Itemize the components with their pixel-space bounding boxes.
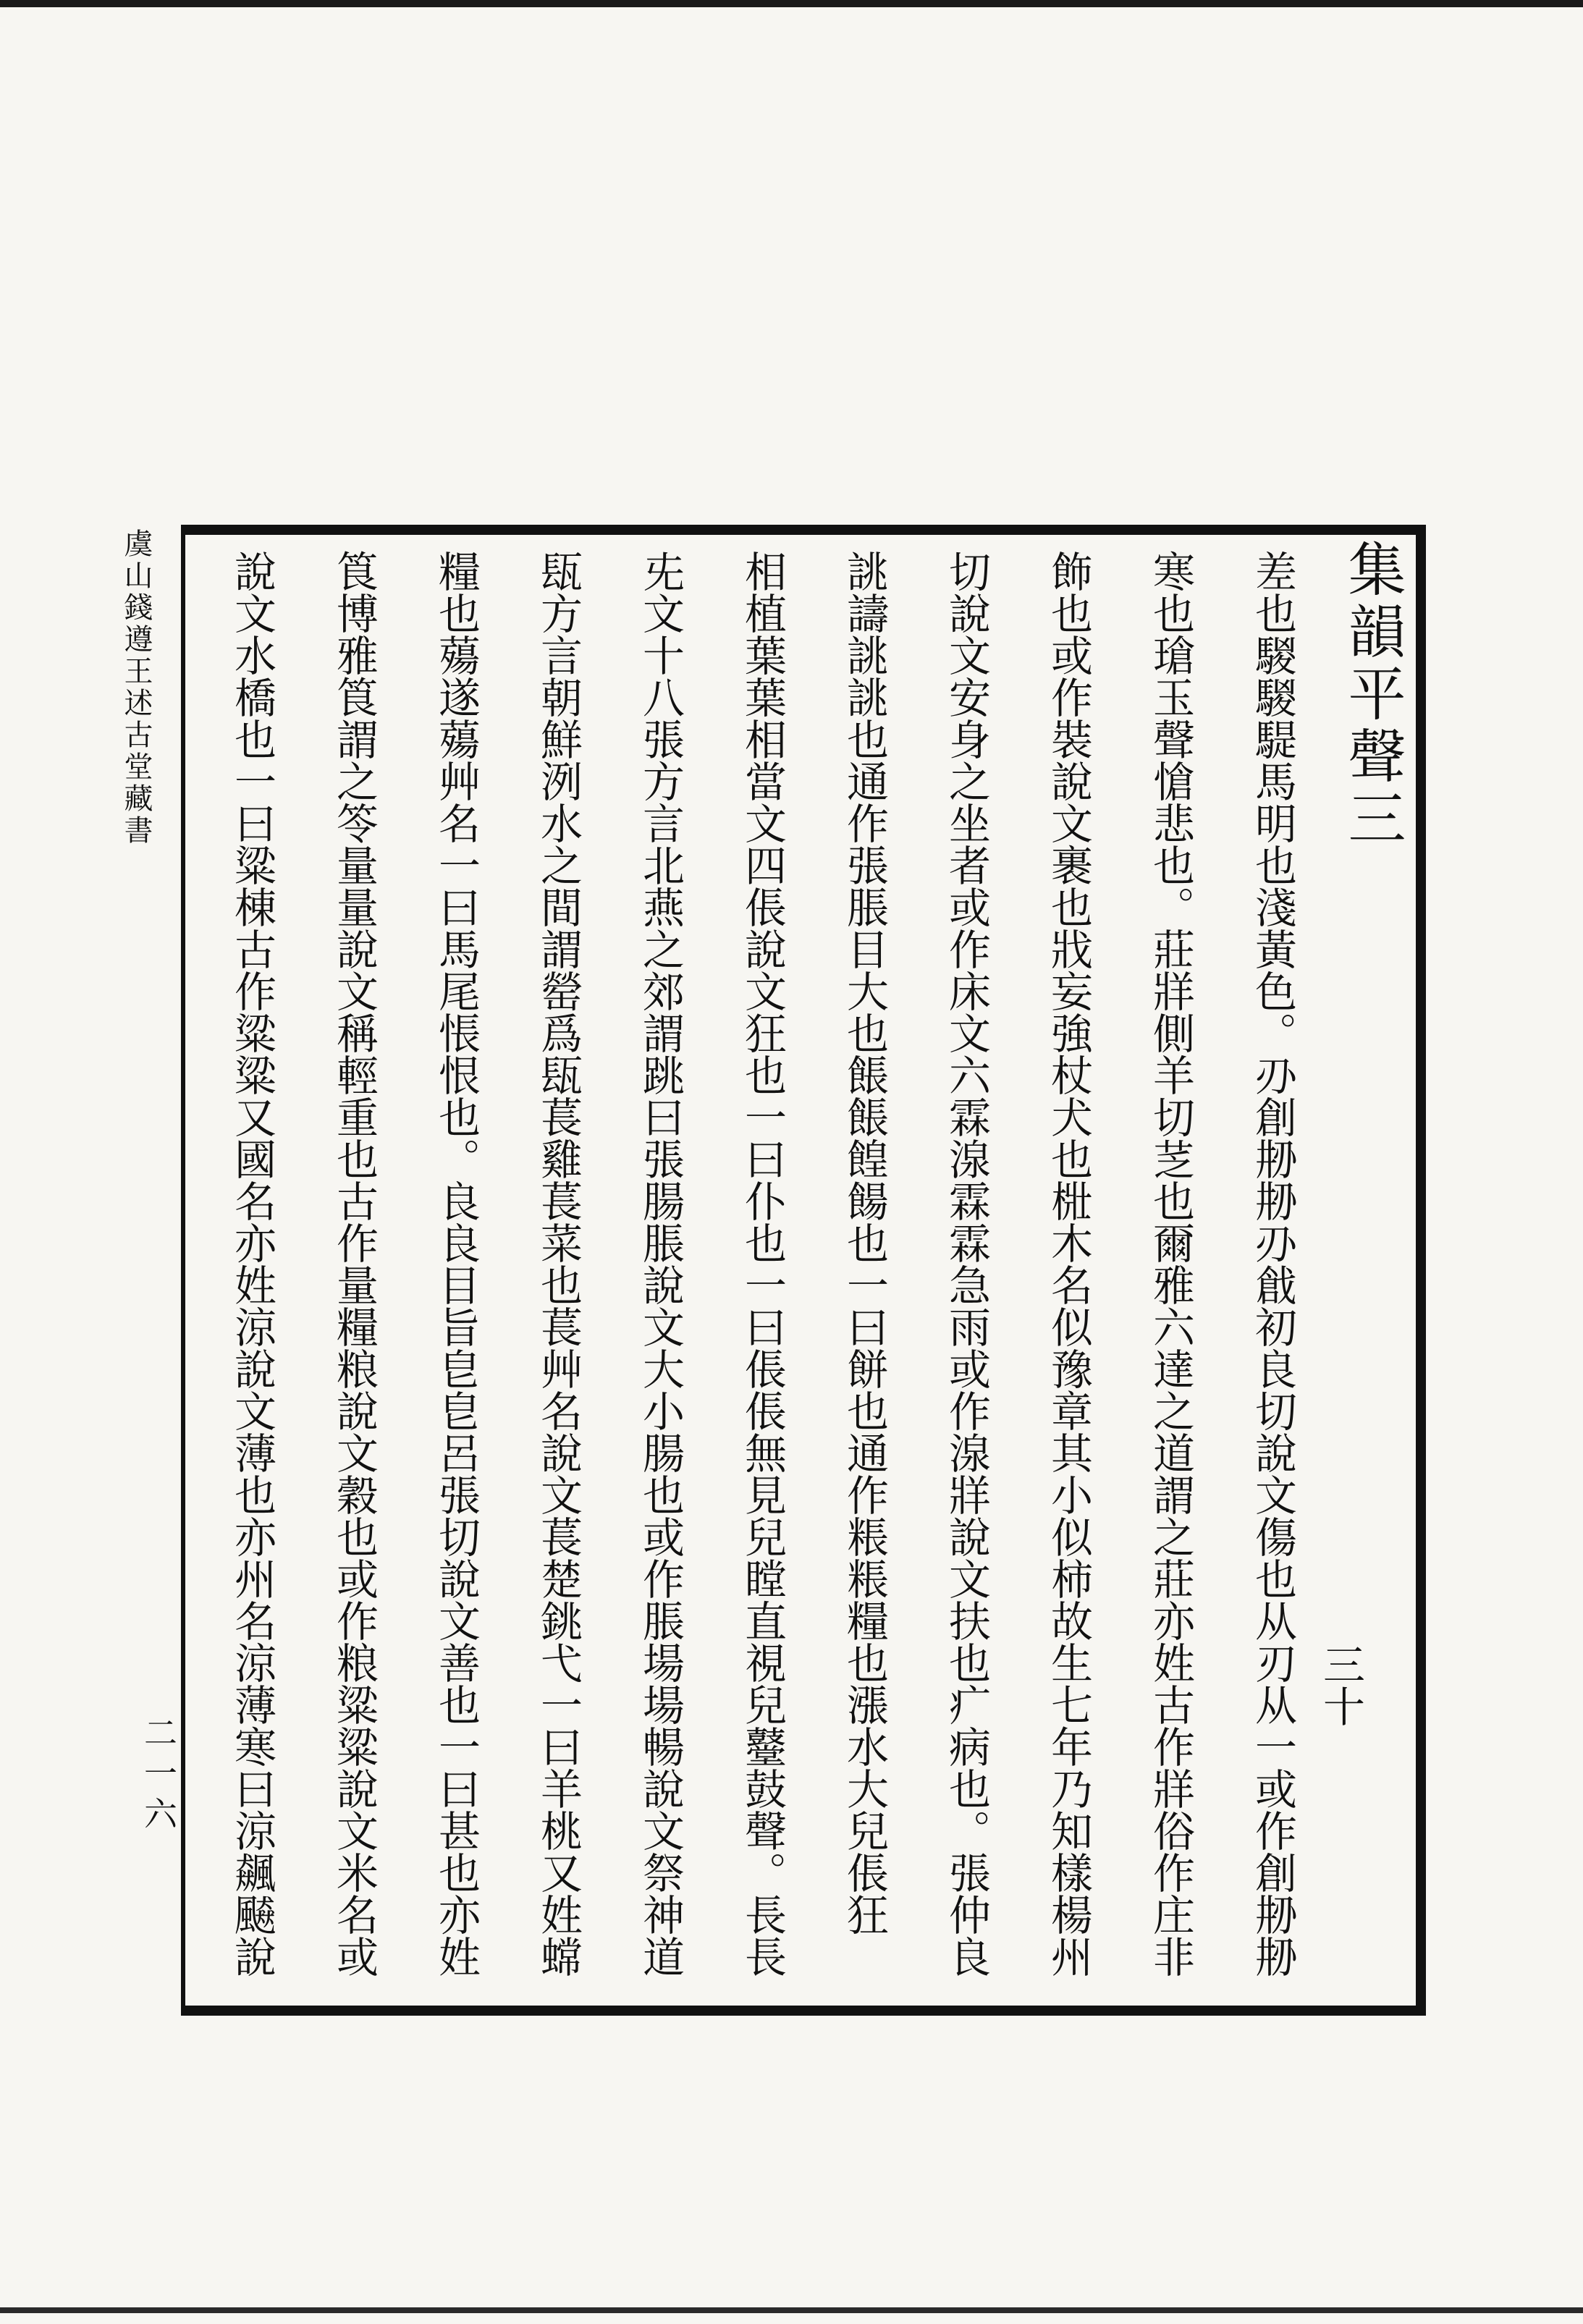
text-column-1: 差也騣騣騠馬明也淺黃色。刅創刱刱刅戧初良切說文傷也从刃从一或作創刱刱 — [1248, 550, 1297, 1977]
text-column-9: 糧也薚遂薚艸名一曰馬尾悵恨也。良良目旨皀皀呂張切說文善也一曰甚也亦姓 — [431, 550, 481, 1977]
text-column-8: 瓺方言朝鮮洌水之間謂罃爲瓺萇雞萇菜也萇艸名說文萇楚銚弋一曰羊桃又姓蟐 — [533, 550, 583, 1977]
page-number: 二一六 — [139, 1715, 178, 1837]
text-column-5: 誂譸誂誂也通作張脹目大也餦餦餭餳也一曰餅也通作粻粻糧也漲水大兒倀狂 — [840, 550, 889, 1935]
leaf-number: 三十 — [1316, 1643, 1365, 1727]
scan-edge-bottom — [0, 2307, 1583, 2313]
text-column-3: 飾也或作裝說文裹也戕妄強杖犬也梉木名似豫章其小似柿故生七年乃知樣楊州 — [1044, 550, 1093, 1977]
scan-edge-top — [0, 0, 1583, 7]
chapter-header: 集韻平聲三 — [1338, 539, 1406, 850]
text-column-11: 說文水橋也一曰粱棟古作粱粱又國名亦姓涼說文薄也亦州名涼薄寒曰涼飆飇說 — [227, 550, 277, 1977]
text-body — [194, 550, 1323, 1998]
text-column-4: 切說文安身之坐者或作床文六霖湶霖霖急雨或作湶牂說文扶也疒病也。張仲良 — [942, 550, 991, 1977]
text-column-6: 相植葉葉相當文四倀說文狂也一曰仆也一曰倀倀無見兒瞠直視兒鼞鼓聲。長長 — [738, 550, 787, 1977]
text-column-10: 筤博雅筤謂之笭量量說文稱輕重也古作量糧粮說文穀也或作粮粱粱說文米名或 — [329, 550, 379, 1977]
text-column-7: 兂文十八張方言北燕之郊謂跳曰張腸脹說文大小腸也或作脹場場暢說文祭神道 — [636, 550, 685, 1977]
collector-seal: 虞山錢遵王述古堂藏書 — [119, 528, 153, 847]
text-column-2: 寒也瑲玉聲愴悲也。莊牂側羊切䒦也爾雅六達之道謂之莊亦姓古作牂俗作庄非 — [1146, 550, 1195, 1977]
